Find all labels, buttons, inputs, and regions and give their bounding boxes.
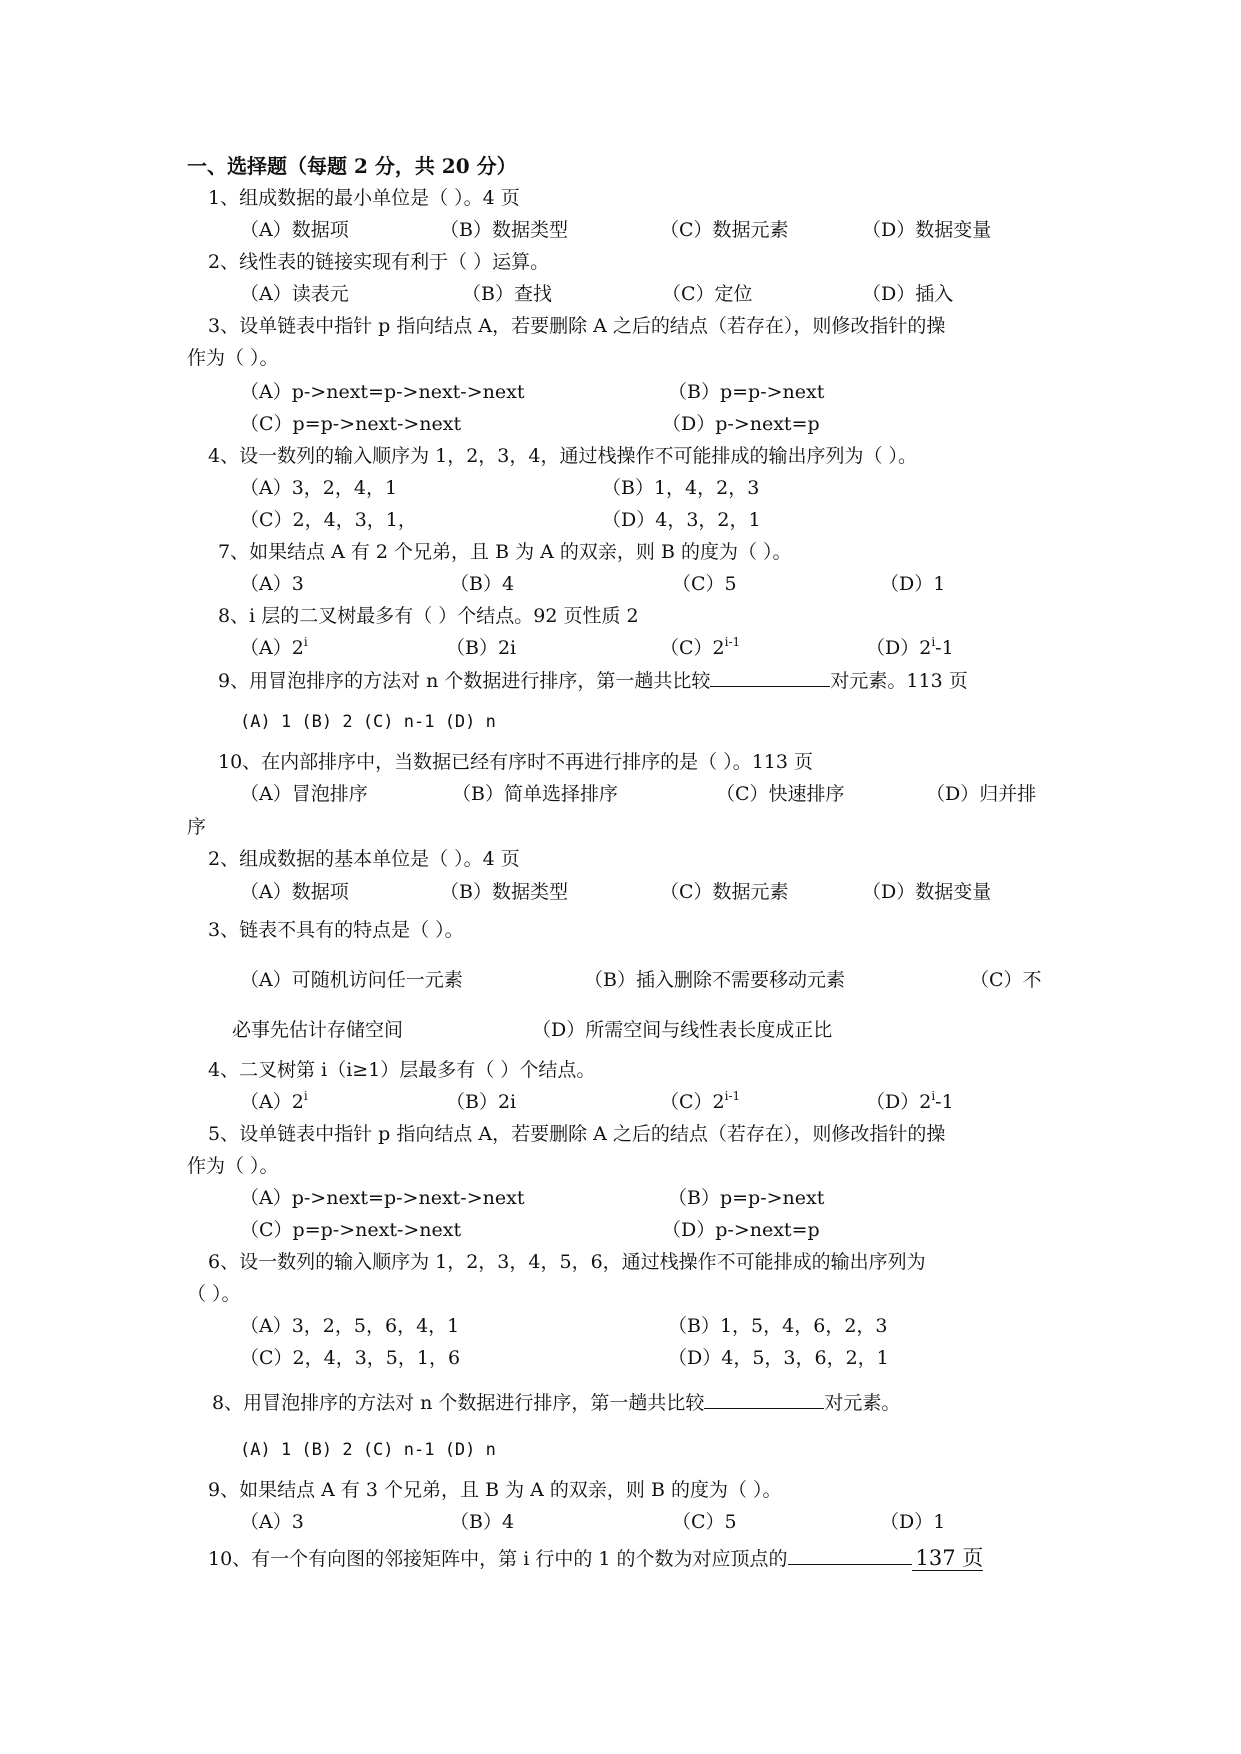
option: （C）p=p->next->next [240, 1219, 462, 1241]
question-8: 8、i 层的二叉树最多有（ ）个结点。92 页性质 2 [218, 605, 639, 627]
option: （C）2，4，3，5，1，6 [240, 1347, 461, 1369]
option: （D）数据变量 [862, 881, 992, 903]
option-cont: 序 [187, 816, 207, 838]
question-r9: 9、如果结点 A 有 3 个兄弟，且 B 为 A 的双亲，则 B 的度为（ ）。 [208, 1479, 782, 1501]
option: （C）定位 [662, 283, 753, 305]
option: （C）不 [970, 969, 1042, 991]
option: （C）2，4，3，1， [240, 509, 417, 531]
question-3-cont: 作为（ ）。 [187, 347, 279, 369]
option: （B）p=p->next [668, 1187, 825, 1209]
option: （C）2$^{i-1}$ [660, 1088, 741, 1113]
option: （A）p->next=p->next->next [240, 1187, 525, 1209]
option: （A）3 [240, 1511, 304, 1533]
option: （D）4，5，3，6，2，1 [668, 1347, 889, 1369]
section-heading: 一、选择题（每题 2 分，共 20 分） [187, 154, 517, 178]
option: （A）3，2，5，6，4，1 [240, 1315, 460, 1337]
question-r4: 4、二叉树第 i（i≥1）层最多有（ ）个结点。 [208, 1059, 596, 1081]
option: （C）5 [672, 1511, 737, 1533]
question-4: 4、设一数列的输入顺序为 1，2，3，4，通过栈操作不可能排成的输出序列为（ ）。 [208, 445, 918, 467]
question-2: 2、线性表的链接实现有利于（ ）运算。 [208, 251, 550, 273]
question-r8: 8、用冒泡排序的方法对 n 个数据进行排序，第一趟共比较 对元素。 [212, 1392, 901, 1414]
option: （A）可随机访问任一元素 [240, 969, 463, 991]
answer-blank [704, 1390, 824, 1409]
option: （A）数据项 [240, 881, 349, 903]
question-10: 10、在内部排序中，当数据已经有序时不再进行排序的是（ ）。113 页 [218, 751, 814, 773]
question-9: 9、用冒泡排序的方法对 n 个数据进行排序，第一趟共比较 对元素。113 页 [218, 670, 968, 692]
question-r6-cont: （ ）。 [187, 1283, 241, 1305]
question-1: 1、组成数据的最小单位是（ ）。4 页 [208, 187, 520, 209]
question-r6: 6、设一数列的输入顺序为 1，2，3，4，5，6，通过栈操作不可能排成的输出序列为 [208, 1251, 926, 1273]
page-reference: 137 页 [912, 1546, 984, 1571]
question-r5: 5、设单链表中指针 p 指向结点 A，若要删除 A 之后的结点（若存在），则修改指针的操 [208, 1123, 946, 1145]
option: （B）4 [450, 1511, 515, 1533]
option: （D）2$^i$-1 [866, 634, 954, 659]
option: （B）p=p->next [668, 381, 825, 403]
option: （B）插入删除不需要移动元素 [584, 969, 845, 991]
option: （A）2$^i$ [240, 634, 308, 659]
option: （A）3 [240, 573, 304, 595]
option: （D）归并排 [926, 783, 1037, 805]
option: （C）数据元素 [660, 219, 789, 241]
options-row: (A) 1 (B) 2 (C) n-1 (D) n [240, 712, 496, 732]
option: （B）数据类型 [440, 219, 568, 241]
option: （C）2$^{i-1}$ [660, 634, 741, 659]
answer-blank [788, 1546, 912, 1565]
option: （D）2$^i$-1 [866, 1088, 954, 1113]
option: （A）读表元 [240, 283, 349, 305]
option: （D）4，3，2，1 [602, 509, 761, 531]
option: （B）查找 [462, 283, 552, 305]
option: （A）2$^i$ [240, 1088, 308, 1113]
option: （B）1，4，2，3 [602, 477, 760, 499]
option: （D）插入 [862, 283, 954, 305]
question-r2: 2、组成数据的基本单位是（ ）。4 页 [208, 848, 520, 870]
option: （A）p->next=p->next->next [240, 381, 525, 403]
option: （D）数据变量 [862, 219, 992, 241]
option: （B）4 [450, 573, 515, 595]
option: （D）1 [880, 1511, 946, 1533]
option: （A）3，2，4，1 [240, 477, 398, 499]
option: （C）p=p->next->next [240, 413, 462, 435]
option: （B）简单选择排序 [452, 783, 618, 805]
option: （B）数据类型 [440, 881, 568, 903]
question-r3: 3、链表不具有的特点是（ ）。 [208, 919, 464, 941]
option: （D）p->next=p [662, 413, 820, 435]
options-row: (A) 1 (B) 2 (C) n-1 (D) n [240, 1440, 496, 1460]
option: （A）数据项 [240, 219, 349, 241]
option: （D）1 [880, 573, 946, 595]
option: （B）2i [446, 1091, 517, 1113]
question-r5-cont: 作为（ ）。 [187, 1155, 279, 1177]
option: （C）快速排序 [716, 783, 845, 805]
question-r10: 10、有一个有向图的邻接矩阵中，第 i 行中的 1 的个数为对应顶点的 137 页 [208, 1546, 984, 1570]
option-cont: 必事先估计存储空间 [232, 1019, 404, 1041]
question-7: 7、如果结点 A 有 2 个兄弟，且 B 为 A 的双亲，则 B 的度为（ ）。 [218, 541, 792, 563]
answer-blank [710, 668, 830, 687]
option: （C）数据元素 [660, 881, 789, 903]
option: （B）1，5，4，6，2，3 [668, 1315, 888, 1337]
option: （D）所需空间与线性表长度成正比 [532, 1019, 833, 1041]
option: （D）p->next=p [662, 1219, 820, 1241]
option: （A）冒泡排序 [240, 783, 368, 805]
option: （B）2i [446, 637, 517, 659]
option: （C）5 [672, 573, 737, 595]
question-3: 3、设单链表中指针 p 指向结点 A，若要删除 A 之后的结点（若存在），则修改指针的操 [208, 315, 946, 337]
